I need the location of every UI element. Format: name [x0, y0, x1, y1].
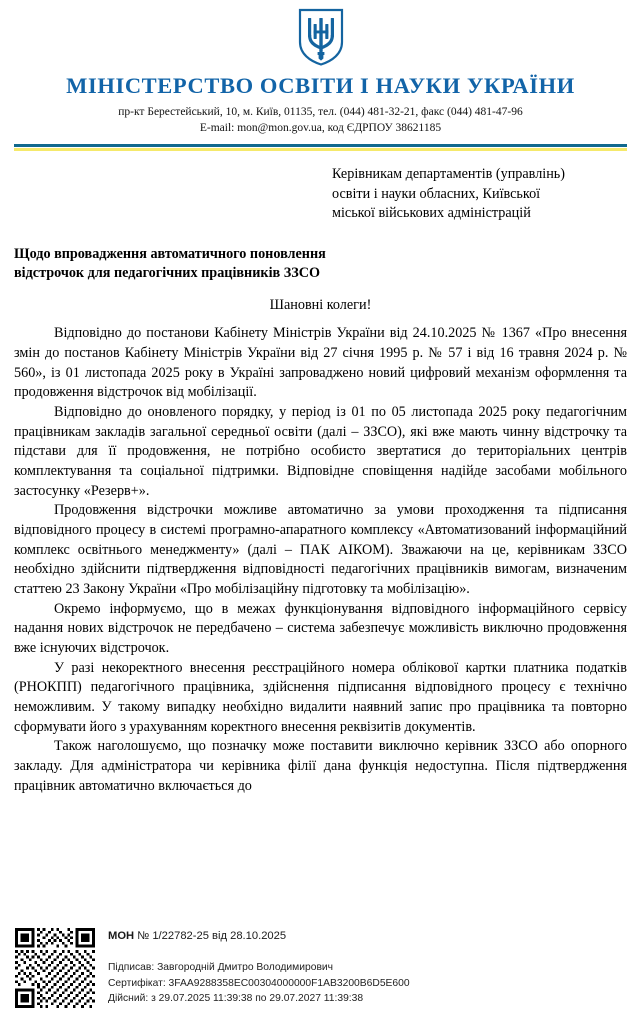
body-paragraph: Відповідно до оновленого порядку, у період із 01 по 05 листопада 2025 року педагогічним працівникам закладів загальної середньої освіти (далі – ЗЗСО), які вже мають чинну відстрочку та підстави для її продовження, не потрібно особисто звертатися до територіальних центрів комплектування та соціальної підтримки. Відповідне сповіщення надійде засобами мобільного застосунку «Резерв+». — [14, 404, 627, 499]
certificate-line: Сертифікат: 3FAA9288358EC00304000000F1AB3200B6D5E600 — [108, 977, 410, 989]
ukraine-trident-coat-of-arms-icon — [298, 8, 344, 66]
body-paragraph: Продовження відстрочки можливе автоматично за умови проходження та підписання відповідного процесу в системі програмно-апаратного комплексу «Автоматизований інформаційний комплекс освітнього менеджменту» (далі – ПАК АІКОМ). Зважаючи на це, керівникам ЗЗСО необхідно здійснити підтвердження відповідності педагогічних працівників вимогам, визначеним статтею 23 Закону України «Про мобілізаційну підготовку та мобілізацію». — [14, 502, 627, 597]
contact-block — [0, 105, 641, 137]
digital-signature-block — [108, 960, 410, 1007]
stamp-org-label: МОН — [108, 930, 135, 942]
addressee-line: освіти і науки обласних, Київської — [332, 185, 541, 202]
body-paragraph: У разі некоректного внесення реєстраційного номера облікової картки платника податків (РНОКПП) педагогічного працівника, здійснення підписання відповідного процесу є технічно неможливим. У такому випадку необхідно видалити наявний запис про працівника та повторно сформувати його з урахуванням коректного внесення реквізитів документів. — [14, 659, 627, 735]
address-line: пр-кт Берестейський, 10, м. Київ, 01135, тел. (044) 481-32-21, факс (044) 481-47-96 — [118, 105, 523, 118]
document-body — [14, 296, 627, 796]
signer-line: Підписав: Завгородній Дмитро Володимирович — [108, 962, 334, 973]
addressee-line: міської військових адміністрацій — [332, 204, 531, 221]
body-paragraph: Окремо інформуємо, що в межах функціонування відповідного інформаційного сервісу надання нових відстрочок не передбачено – система забезпечує можливість виключно продовження вже існуючих відстрочок. — [14, 600, 627, 656]
addressee-line: Керівникам департаментів (управлінь) — [332, 166, 565, 183]
stamp-number-value: № 1/22782-25 від 28.10.2025 — [137, 930, 287, 942]
email-line: E-mail: mon@mon.gov.ua, код ЄДРПОУ 38621185 — [199, 121, 442, 134]
flag-divider — [14, 144, 627, 151]
qr-code-icon — [15, 928, 95, 1008]
body-paragraph: Також наголошуємо, що позначку може поставити виключно керівник ЗЗСО або опорного закладу. Для адміністратора чи керівника філії дана функція недоступна. Після підтвердження працівник автоматично включається до — [14, 738, 627, 794]
addressee-block — [332, 165, 628, 222]
ministry-title: МІНІСТЕРСТВО ОСВІТИ І НАУКИ УКРАЇНИ — [66, 73, 575, 98]
signature-footer — [0, 924, 641, 1012]
validity-line: Дійсний: з 29.07.2025 11:39:38 по 29.07.2027 11:39:38 — [108, 993, 364, 1005]
body-paragraph: Відповідно до постанови Кабінету Міністрів України від 24.10.2025 № 1367 «Про внесення змін до постанов Кабінету Міністрів України від 27 січня 1995 р. № 57 і від 16 травня 2024 р. № 560», із 01 листопада 2025 року в Україні запроваджено новий цифровий механізм оформлення та продовження відстрочок від мобілізації. — [14, 325, 627, 401]
divider-yellow-bar — [14, 148, 627, 151]
subject-heading: Щодо впровадження автоматичного поновлення відстрочок для педагогічних працівників ЗЗСО — [14, 245, 326, 282]
letterhead — [0, 0, 641, 151]
stamp-number-line — [108, 930, 286, 942]
salutation: Шановні колеги! — [269, 296, 372, 313]
